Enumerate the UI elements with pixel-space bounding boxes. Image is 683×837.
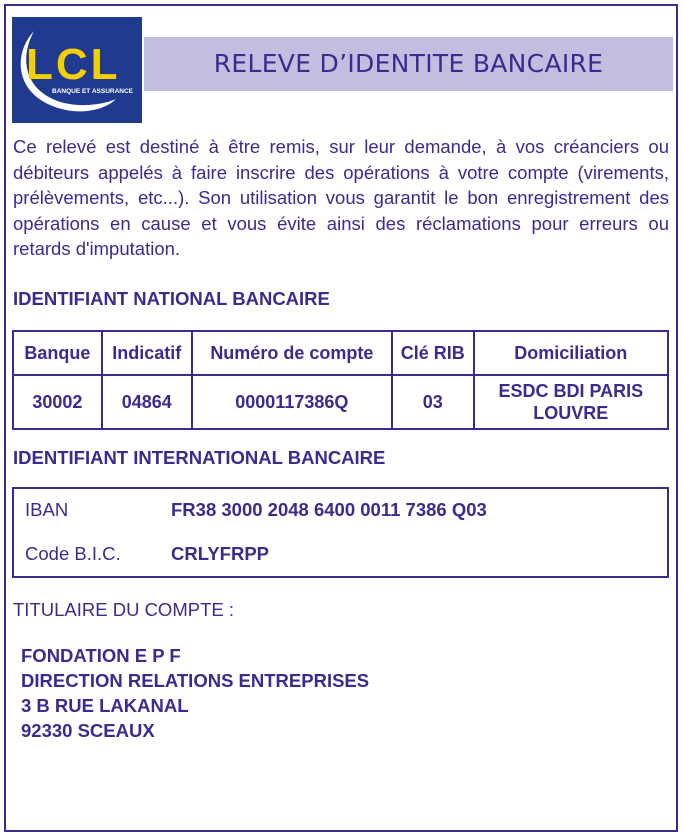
svg-text:BANQUE ET ASSURANCE: BANQUE ET ASSURANCE (52, 88, 134, 95)
column-header-banque: Banque (13, 331, 102, 375)
page-title: RELEVE D’IDENTITE BANCAIRE (213, 49, 604, 78)
holder-line-city: 92330 SCEAUX (21, 720, 155, 741)
column-header-numero-compte: Numéro de compte (192, 331, 392, 375)
holder-line-department: DIRECTION RELATIONS ENTREPRISES (21, 670, 370, 691)
iban-box (12, 487, 669, 578)
cell-indicatif: 04864 (102, 375, 192, 429)
domiciliation-line-2: LOUVRE (533, 403, 609, 423)
domiciliation-line-1: ESDC BDI PARIS (498, 381, 644, 401)
holder-line-name: FONDATION E P F (21, 645, 181, 666)
national-section-title: IDENTIFIANT NATIONAL BANCAIRE (13, 288, 330, 309)
column-header-indicatif: Indicatif (102, 331, 192, 375)
intro-paragraph: Ce relevé est destiné à être remis, sur leur demande, à vos créanciers ou débiteurs appelés à faire inscrire des opérations à votre compte (virements, prélèvements, etc...). Son utilisation vous garantit le bon enregistrement des opérations en cause et vous évite ainsi des réclamations pour erreurs ou retards d'imputation. (13, 136, 669, 259)
table-row (13, 375, 668, 429)
rib-table (12, 330, 669, 430)
international-section-title: IDENTIFIANT INTERNATIONAL BANCAIRE (13, 447, 386, 468)
cell-numero-compte: 0000117386Q (192, 375, 392, 429)
column-header-domiciliation: Domiciliation (474, 331, 668, 375)
svg-text:LCL: LCL (26, 40, 121, 89)
holder-address (21, 643, 369, 743)
holder-label: TITULAIRE DU COMPTE : (13, 599, 234, 620)
lcl-logo-icon (12, 17, 142, 123)
bic-value: CRLYFRPP (171, 543, 270, 564)
holder-line-street: 3 B RUE LAKANAL (21, 695, 189, 716)
table-header-row (13, 331, 668, 375)
iban-label: IBAN (25, 499, 69, 520)
lcl-logo (12, 17, 142, 123)
cell-cle-rib: 03 (392, 375, 474, 429)
column-header-cle-rib: Clé RIB (392, 331, 474, 375)
iban-value: FR38 3000 2048 6400 0011 7386 Q03 (171, 499, 487, 520)
cell-banque: 30002 (13, 375, 102, 429)
header-band (144, 37, 673, 91)
bic-label: Code B.I.C. (25, 543, 121, 564)
cell-domiciliation (474, 375, 668, 429)
